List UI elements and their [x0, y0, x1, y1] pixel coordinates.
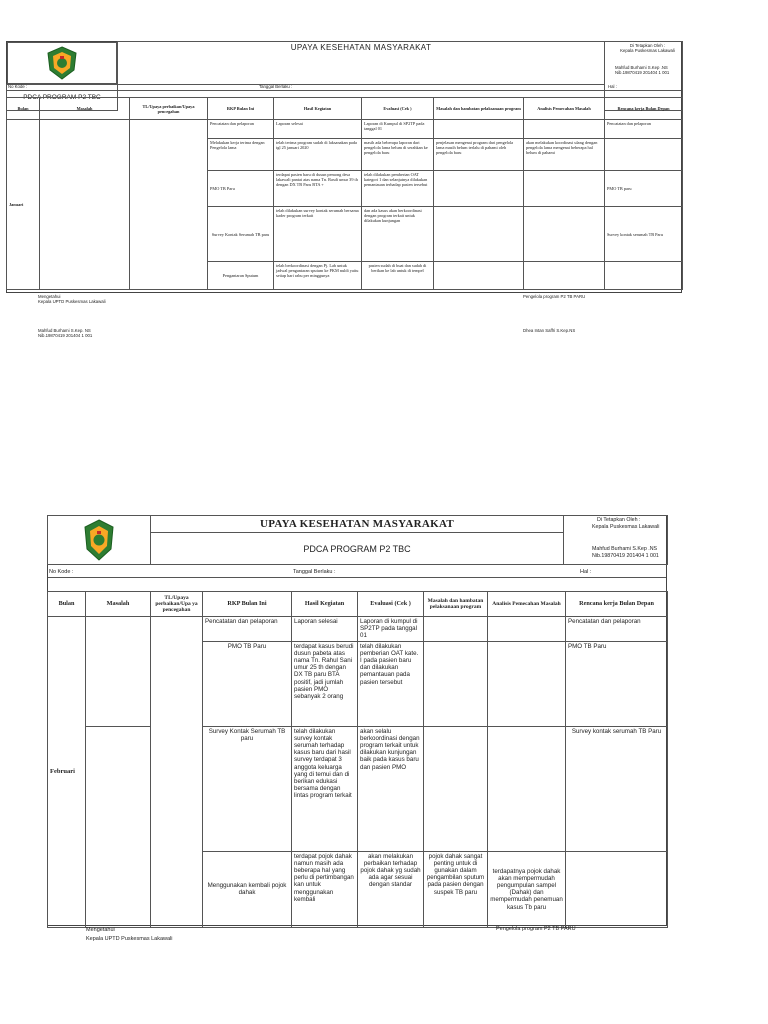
- rencana-cell: [605, 262, 683, 290]
- tanggal-berlaku-label: Tanggal Berlaku :: [259, 84, 293, 89]
- evaluasi-cell: telah dilakukan pemberian OAT kate. I pada pasien baru dan dilakukan pemantauan pada pasien tersebut: [358, 641, 424, 726]
- logo-cell: [7, 42, 118, 84]
- sign-right-line1: Pengelola program P2 TB PARU: [523, 294, 586, 299]
- rkp-cell: Pengantaran Sputum: [208, 262, 274, 290]
- pdca-table: [47, 591, 668, 928]
- analisis-cell: [524, 207, 605, 262]
- hambatan-cell: [424, 641, 488, 726]
- header-hambatan: Masalah dan hambatan pelaksanaan program: [424, 592, 488, 617]
- analisis-cell: akan melakukan koordinasi ulang dengan pengelola lama mengenai beberapa hal belum di pahami: [524, 139, 605, 171]
- pdca-sheet-februari: [47, 515, 667, 926]
- evaluasi-cell: Laporan di kumpul di SP2TP pada tanggal 01: [358, 617, 424, 642]
- hasil-cell: telah dilakukan survey kontak serumah terhadap kasus baru dari hasil survey terdapat 3 anggota keluarga yang di temui dan di berikan edukasi bersama dengan lintas program terkait: [292, 726, 358, 851]
- rkp-cell: Pencatatan dan pelaporan: [203, 617, 292, 642]
- hambatan-cell: [434, 171, 524, 207]
- table-row: [7, 120, 683, 139]
- hambatan-cell: [434, 120, 524, 139]
- analisis-cell: [488, 726, 566, 851]
- tl-upaya-cell: [130, 120, 208, 290]
- evaluasi-cell: masih ada beberapa laporan dari pengelola lama belum di serahkan ke pengelola baru: [362, 139, 434, 171]
- hasil-cell: terdapat pasien baru di dusun pemong desa lakawali pantai atas nama Tn. Rasdi umur 39 th dengan DX TB Paru BTA +: [274, 171, 362, 207]
- header-rkp: RKP Bulan Ini: [203, 592, 292, 617]
- hasil-cell: telah berkoordinasi dengan Pj. Lab untuk jadwal pengantaran sputum ke PKM nuldi yaitu setiap hari rabu per minggunya: [274, 262, 362, 290]
- header-bulan: Bulan: [48, 592, 86, 617]
- hasil-cell: telah terima program sudah di laksanakan pada tgl 25 januari 2020: [274, 139, 362, 171]
- analisis-cell: [524, 120, 605, 139]
- sheet-subtitle: PDCA PROGRAM P2 TBC: [7, 84, 118, 110]
- header-rencana: Rencana kerja Bulan Depan: [605, 98, 683, 120]
- signature-left: [86, 926, 173, 944]
- hasil-cell: telah dilakukan survey kontak serumah bersama kader program terkait: [274, 207, 362, 262]
- logo-cell: [48, 516, 151, 565]
- analisis-cell: [524, 262, 605, 290]
- sign-right-name: Dhea Intan Saffri S.Kep.NS: [523, 328, 576, 333]
- header-evaluasi: Evaluasi (Cek ): [358, 592, 424, 617]
- rkp-cell: Survey Kontak Serumah TB paru: [203, 726, 292, 851]
- table-header-row: [7, 98, 683, 120]
- hambatan-cell: pojok dahak sangat penting untuk di gunakan dalam pengambilan sputum pada pasien dengan suspek TB paru: [424, 851, 488, 927]
- approval-line2: Kepala Puskesmas Lakawali: [592, 524, 660, 530]
- rencana-cell: [605, 139, 683, 171]
- rencana-cell: PMO TB paru: [605, 171, 683, 207]
- sign-left-name: Mahfud Burhami S.Kep. NS: [38, 328, 91, 333]
- approval-name: Mahfud Burhami S.Kep .NS: [592, 546, 658, 552]
- hasil-cell: Laporan selesai: [274, 120, 362, 139]
- header-tl-upaya: TL/Upaya perbaikan/Upa ya pencegahan: [151, 592, 203, 617]
- sign-left-line2: Kepala UPTD Puskesmas Lakawali: [38, 299, 106, 304]
- sheet-header: [47, 515, 668, 565]
- rkp-cell: Melakukan kerja terima dengan Pengelola lama: [208, 139, 274, 171]
- hambatan-cell: [434, 262, 524, 290]
- rkp-cell: PMO TB Paru: [208, 171, 274, 207]
- signature-left: [38, 294, 106, 338]
- rencana-cell: Pencatatan dan pelaporan: [605, 120, 683, 139]
- evaluasi-cell: pasien sudah di buat dan sudah di berikan ke lab untuk di tempel: [362, 262, 434, 290]
- masalah-cell: [86, 726, 151, 927]
- month-cell: Januari: [7, 120, 40, 290]
- month-cell: Februari: [48, 617, 86, 928]
- approval-line2: Kepala Puskesmas Lakawali: [620, 48, 675, 53]
- pdca-table: [6, 97, 683, 290]
- hasil-cell: Laporan selesai: [292, 617, 358, 642]
- hambatan-cell: [424, 726, 488, 851]
- tl-upaya-cell: [151, 617, 203, 928]
- header-hasil: Hasil Kegiatan: [274, 98, 362, 120]
- rencana-cell: Pencatatan dan pelaporan: [566, 617, 668, 642]
- sheet-title: UPAYA KESEHATAN MASYARAKAT: [118, 42, 605, 85]
- signature-right: [496, 926, 576, 933]
- rencana-cell: [566, 851, 668, 927]
- signature-right: [523, 294, 585, 333]
- header-rkp: RKP Bulan Ini: [208, 98, 274, 120]
- evaluasi-cell: telah dilakukan pemberian OAT kategori 1 dan selanjutnya dilakukan pemantauan terhadap pasien tersebut: [362, 171, 434, 207]
- meta-row: [7, 83, 681, 91]
- sign-left-line1: Mengetahui: [86, 927, 115, 933]
- table-header-row: [48, 592, 668, 617]
- no-kode-label: No Kode :: [49, 569, 74, 575]
- evaluasi-cell: akan selalu berkoordinasi dengan program terkait untuk dilakukan kunjungan baik pada kasus baru dan pasien PMO: [358, 726, 424, 851]
- hambatan-cell: [424, 617, 488, 642]
- approval-line1: Di Tetapkan Oleh :: [629, 43, 666, 48]
- rkp-cell: Survey Kontak Serumah TB paru: [208, 207, 274, 262]
- rencana-cell: Survey kontak serumah TB Paru: [605, 207, 683, 262]
- analisis-cell: terdapatnya pojok dahak akan mempermudah pengumpulan sampel (Dahak) dan mempermudah penemuan kasus Tb paru: [488, 851, 566, 927]
- approval-line1: Di Tetapkan Oleh :: [597, 517, 641, 523]
- table-row: [48, 726, 668, 851]
- meta-row: [48, 569, 666, 578]
- rkp-cell: Menggunakan kembali pojok dahak: [203, 851, 292, 927]
- hambatan-cell: [434, 207, 524, 262]
- header-rencana: Rencana kerja Bulan Depan: [566, 592, 668, 617]
- approval-nip: Nib.19870419 201404 1 001: [592, 553, 659, 559]
- sheet-title: UPAYA KESEHATAN MASYARAKAT: [151, 516, 564, 533]
- analisis-cell: [524, 171, 605, 207]
- rkp-cell: PMO TB Paru: [203, 641, 292, 726]
- header-masalah: Masalah: [40, 98, 130, 120]
- hasil-cell: terdapat pojok dahak namun masih ada beberapa hal yang perlu di pertimbangan kan untuk menggunakan kembali: [292, 851, 358, 927]
- table-row: [48, 617, 668, 642]
- hambatan-cell: penjelasan mengenai program dari pengelola lama masih belum terlalu di pahami oleh pengelola baru: [434, 139, 524, 171]
- analisis-cell: [488, 641, 566, 726]
- rencana-cell: PMO TB Paru: [566, 641, 668, 726]
- masalah-cell: [40, 120, 130, 290]
- header-analisis: Analisis Pemecahan Masalah: [524, 98, 605, 120]
- header-hambatan: Masalah dan hambatan pelaksanaan program: [434, 98, 524, 120]
- sign-left-line2: Kepala UPTD Puskesmas Lakawali: [86, 936, 173, 942]
- evaluasi-cell: akan melakukan perbaikan terhadap pojok dahak yg sudah ada agar sesuai dengan standar: [358, 851, 424, 927]
- rencana-cell: Survey kontak serumah TB Paru: [566, 726, 668, 851]
- sign-right-line1: Pengelola program P2 TB PARU: [496, 926, 576, 932]
- hal-label: Hal :: [580, 569, 592, 575]
- hal-label: Hal :: [608, 84, 617, 89]
- header-hasil: Hasil Kegiatan: [292, 592, 358, 617]
- hasil-cell: terdapat kasus berudi dusun pabeta atas nama Tn. Rahul Sani umur 25 th dengan DX TB paru BTA positif, jadi jumlah pasien PMO sebanyak 2 orang: [292, 641, 358, 726]
- header-masalah: Masalah: [86, 592, 151, 617]
- masalah-cell: [86, 617, 151, 727]
- pdca-sheet-januari: [6, 41, 682, 293]
- header-bulan: Bulan: [7, 98, 40, 120]
- approval-name: Mahfud Burhami S.Kep .NS: [615, 65, 668, 70]
- header-analisis: Analisis Pemecahan Masalah: [488, 592, 566, 617]
- sign-left-line1: Mengetahui: [38, 294, 61, 299]
- regency-emblem-icon: [82, 519, 116, 561]
- approval-box: [564, 516, 668, 565]
- no-kode-label: No Kode :: [8, 84, 28, 89]
- sign-left-nip: Nib.19870419 201404 1 001: [38, 333, 93, 338]
- header-tl-upaya: TL/Upaya perbaikan/Upaya pencegahan: [130, 98, 208, 120]
- regency-emblem-icon: [45, 46, 79, 80]
- header-evaluasi: Evaluasi (Cek ): [362, 98, 434, 120]
- rkp-cell: Pencatatan dan pelaporan: [208, 120, 274, 139]
- approval-nip: Nib.19870419 201404 1 001: [615, 70, 670, 75]
- sheet-subtitle: PDCA PROGRAM P2 TBC: [151, 533, 564, 565]
- tanggal-berlaku-label: Tanggal Berlaku :: [293, 569, 336, 575]
- analisis-cell: [488, 617, 566, 642]
- evaluasi-cell: dan ada kasus akan berkoordinasi dengan program terkait untuk dilakukan kunjungan: [362, 207, 434, 262]
- evaluasi-cell: Laporan di Kumpul di SP2TP pada tanggal 01: [362, 120, 434, 139]
